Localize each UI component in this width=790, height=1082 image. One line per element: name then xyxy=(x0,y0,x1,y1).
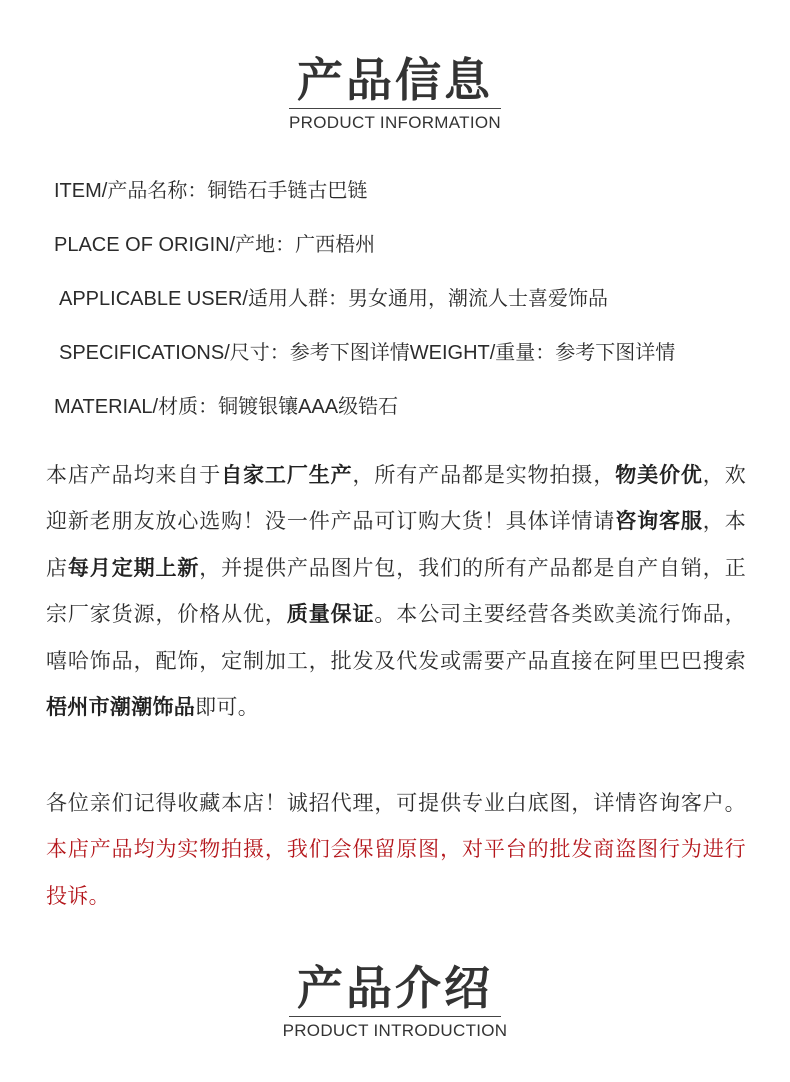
info-row-origin: PLACE OF ORIGIN/产地：广西梧州 xyxy=(54,234,376,256)
desc-bold-monthly-new: 每月定期上新 xyxy=(67,555,200,580)
desc-text: ，并提供产品图片包，我们的所有产品都是自产自销，正宗厂家货源，价格从优， xyxy=(46,555,746,627)
desc-bold-service: 咨询客服 xyxy=(615,509,703,534)
info-row-user: APPLICABLE USER/适用人群：男女通用，潮流人士喜爱饰品 xyxy=(59,288,608,310)
desc-text: ，本店 xyxy=(46,509,746,580)
store-description-paragraph xyxy=(46,452,746,730)
desc-text: 。本公司主要经营各类欧美流行饰品，嘻哈饰品，配饰，定制加工，批发及代发或需要产品直接在阿里巴巴搜索 xyxy=(46,602,746,673)
notice-text: 各位亲们记得收藏本店！诚招代理，可提供专业白底图，详情咨询客户。 xyxy=(46,791,746,815)
info-row-item: ITEM/产品名称：铜锆石手链古巴链 xyxy=(54,180,368,202)
product-info-subtitle: PRODUCT INFORMATION xyxy=(289,113,501,132)
product-intro-subtitle: PRODUCT INTRODUCTION xyxy=(282,1021,508,1040)
info-row-specs: SPECIFICATIONS/尺寸：参考下图详情WEIGHT/重量：参考下图详情 xyxy=(59,342,676,364)
desc-bold-shop-name: 梧州市潮潮饰品 xyxy=(46,695,196,720)
desc-bold-factory: 自家工厂生产 xyxy=(221,463,353,487)
info-row-material: MATERIAL/材质：铜镀银镶AAA级锆石 xyxy=(54,396,399,418)
product-intro-title: 产品介绍 xyxy=(289,960,501,1017)
notice-warning-text: 本店产品均为实物拍摄，我们会保留原图，对平台的批发商盗图行为进行投诉。 xyxy=(46,837,746,908)
desc-text: 即可。 xyxy=(195,695,260,720)
product-info-title: 产品信息 xyxy=(289,52,501,109)
desc-text: ，所有产品都是实物拍摄， xyxy=(352,463,616,487)
agency-notice-paragraph xyxy=(46,780,746,919)
desc-text: 本店产品均来自于 xyxy=(46,463,222,487)
product-intro-header xyxy=(0,960,790,1041)
desc-bold-value: 物美价优 xyxy=(615,463,703,487)
desc-text: ，欢迎新老朋友放心选购！没一件产品可订购大货！具体详情请 xyxy=(46,463,746,534)
product-info-header xyxy=(0,52,790,133)
desc-bold-quality: 质量保证 xyxy=(286,602,375,627)
